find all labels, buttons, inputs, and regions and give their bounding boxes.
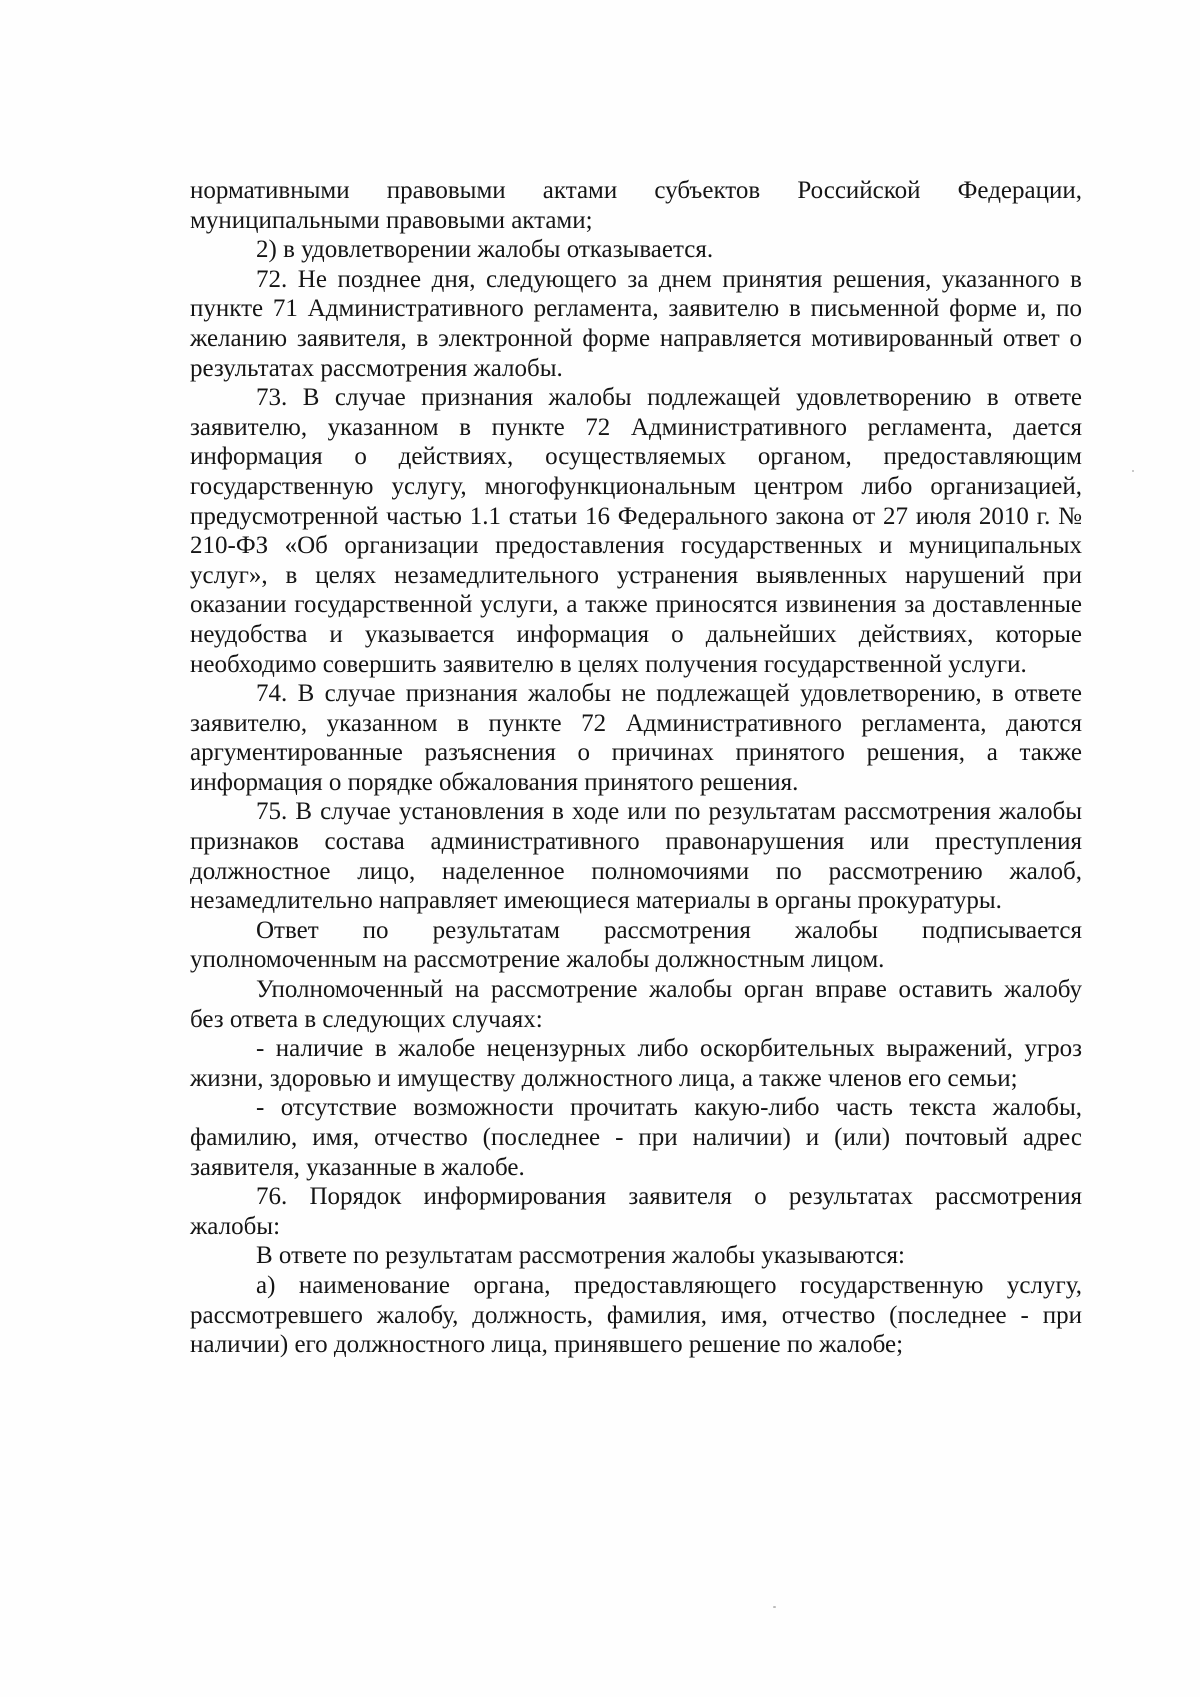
paragraph-continuation: нормативными правовыми актами субъектов Российской Федерации, муниципальными правовыми актами; <box>190 177 1082 234</box>
scan-dust-mark <box>773 1606 776 1608</box>
paragraph-refusal: 2) в удовлетворении жалобы отказывается. <box>256 236 714 264</box>
paragraph-answer-signed: Ответ по результатам рассмотрения жалобы подписывается уполномоченным на рассмотрение жалобы должностным лицом. <box>190 916 1082 974</box>
document-body <box>190 176 1082 1360</box>
paragraph-leave-without-answer: Уполномоченный на рассмотрение жалобы орган вправе оставить жалобу без ответа в следующих случаях: <box>190 976 1082 1033</box>
scan-dust-mark <box>1132 470 1134 472</box>
paragraph-item-a: а) наименование органа, предоставляющего государственную услугу, рассмотревшего жалобу, должность, фамилия, имя, отчество (последнее - при наличии) его должностного лица, принявшего решение по жалобе; <box>190 1271 1082 1359</box>
paragraph-76: 76. Порядок информирования заявителя о результатах рассмотрения жалобы: <box>190 1183 1082 1240</box>
list-item-unreadable-text: - отсутствие возможности прочитать какую-либо часть текста жалобы, фамилию, имя, отчество (последнее - при наличии) и (или) почтовый адрес заявителя, указанные в жалобе. <box>190 1094 1082 1181</box>
paragraph-73: 73. В случае признания жалобы подлежащей удовлетворению в ответе заявителю, указанном в пункте 72 Административного регламента, дается информация о действиях, осуществляемых органом, предоставляющим государственную услугу, многофункциональным центром либо организацией, предусмотренной частью 1.1 статьи 16 Федерального закона от 27 июля 2010 г. № 210-ФЗ «Об организации предоставления государственных и муниципальных услуг», в целях незамедлительного устранения выявленных нарушений при оказании государственной услуги, а также приносятся извинения за доставленные неудобства и указывается информация о дальнейших действиях, которые необходимо совершить заявителю в целях получения государственной услуги. <box>190 384 1082 678</box>
paragraph-74: 74. В случае признания жалобы не подлежащей удовлетворению, в ответе заявителю, указанном в пункте 72 Административного регламента, даются аргументированные разъяснения о причинах принятого решения, а также информация о порядке обжалования принятого решения. <box>190 680 1082 796</box>
paragraph-72: 72. Не позднее дня, следующего за днем принятия решения, указанного в пункте 71 Административного регламента, заявителю в письменной форме и, по желанию заявителя, в электронной форме направляется мотивированный ответ о результатах рассмотрения жалобы. <box>190 265 1082 382</box>
paragraph-75: 75. В случае установления в ходе или по результатам рассмотрения жалобы признаков состава административного правонарушения или преступления должностное лицо, наделенное полномочиями по рассмотрению жалоб, незамедлительно направляет имеющиеся материалы в органы прокуратуры. <box>190 798 1082 915</box>
list-item-obscene-language: - наличие в жалобе нецензурных либо оскорбительных выражений, угроз жизни, здоровью и имуществу должностного лица, а также членов его семьи; <box>190 1035 1082 1092</box>
paragraph-answer-contents: В ответе по результатам рассмотрения жалобы указываются: <box>256 1242 905 1270</box>
